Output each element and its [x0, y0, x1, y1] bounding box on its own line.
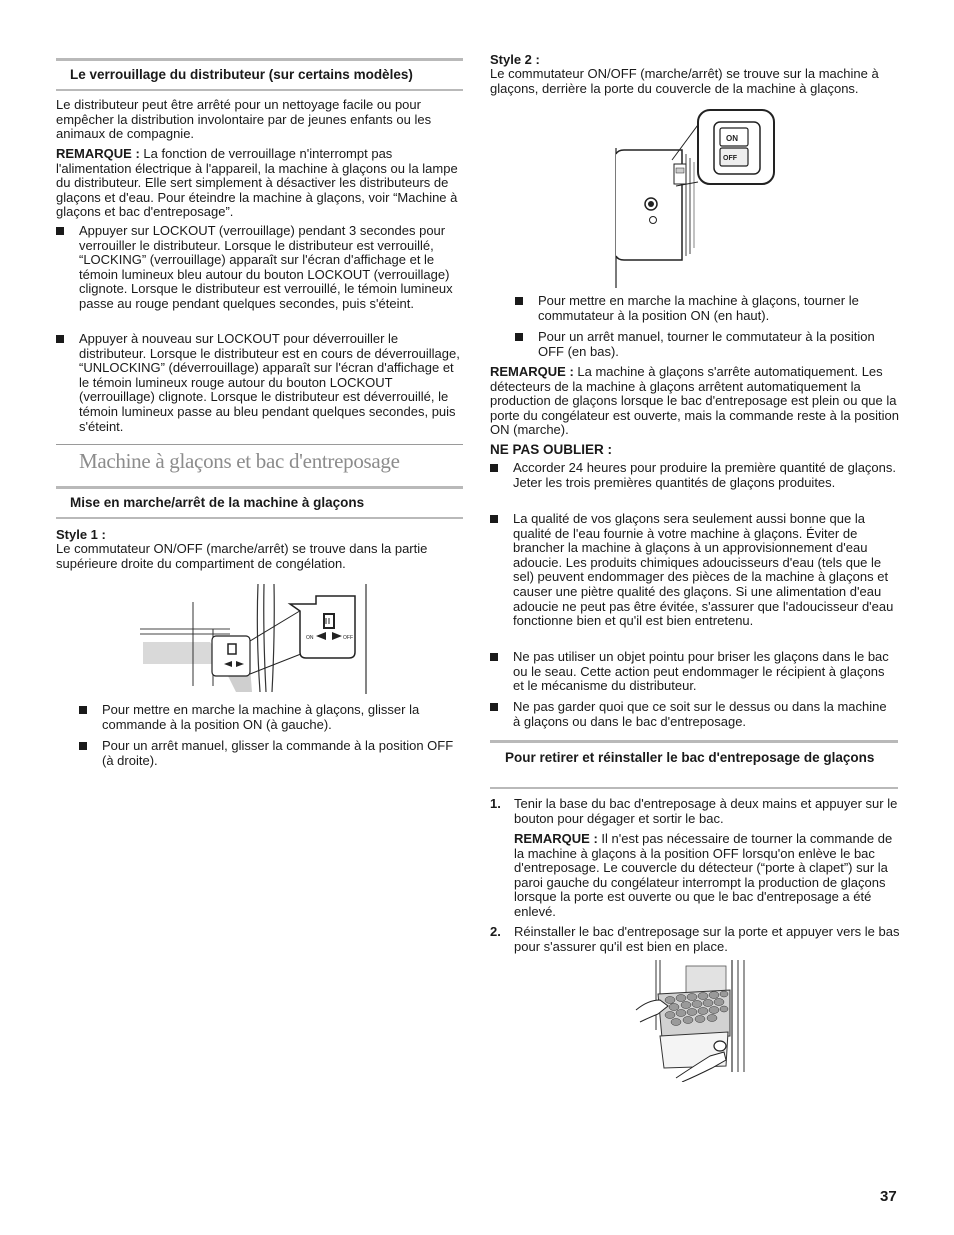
remember-bullet-2-text: La qualité de vos glaçons sera seulement aussi bonne que la qualité de l'eau fournie à votre machine à glaçons. Éviter de brancher la machine à glaçons à un approvisionnement d'eau adoucie. Les produits chimiques adoucisseurs d'eau (tels que le sel) peuvent endommager des pièces de la machine à glaçons et causer une piètre qualité des glaçons. Si une alimentation d'eau adoucie ne peut pas être évitée, s'assurer que l'adoucisseur d'eau fonctionne bien et qu'il est bien entretenu. [513, 511, 894, 629]
style1-bullet-1-text: Pour mettre en marche la machine à glaçons, glisser la commande à la position ON (à gauche). [102, 702, 420, 732]
step-1-note-label: REMARQUE : [514, 831, 598, 846]
bullet-square-icon [56, 227, 64, 235]
bullet-square-icon [515, 297, 523, 305]
lock-note-label: REMARQUE : [56, 146, 140, 161]
style2-label: Style 2 : [490, 52, 540, 67]
bullet-square-icon [56, 335, 64, 343]
step-1-text: Tenir la base du bac d'entreposage à deux mains et appuyer sur le bouton pour dégager et sortir le bac. [514, 796, 898, 826]
bullet-square-icon [515, 333, 523, 341]
subheading-top-rule [56, 486, 463, 489]
remember-bullet-1-text: Accorder 24 heures pour produire la première quantité de glaçons. Jeter les trois premières quantités de glaçons produites. [513, 460, 897, 490]
section-title: Machine à glaçons et bac d'entreposage [79, 449, 400, 473]
bin-heading-bottom-rule [490, 787, 898, 789]
bullet-square-icon [490, 703, 498, 711]
bullet-square-icon [490, 653, 498, 661]
style2-bullet-1-text: Pour mettre en marche la machine à glaçons, tourner le commutateur à la position ON (en haut). [538, 293, 859, 323]
fig1-off-label: OFF [343, 635, 353, 641]
style2-text: Le commutateur ON/OFF (marche/arrêt) se trouve sur la machine à glaçons, derrière la porte du couvercle de la machine à glaçons. [490, 66, 879, 96]
style1-switch-illustration [140, 584, 372, 696]
lock-note [56, 147, 463, 220]
lock-heading: Le verrouillage du distributeur (sur certains modèles) [70, 67, 413, 82]
step-2-number: 2. [490, 924, 501, 939]
step-1-number: 1. [490, 796, 501, 811]
remember-heading: NE PAS OUBLIER : [490, 442, 613, 457]
step-2-text: Réinstaller le bac d'entreposage sur la porte et appuyer vers le bas pour s'assurer qu'il est bien en place. [514, 924, 900, 954]
heading-top-rule [56, 58, 463, 61]
bin-heading: Pour retirer et réinstaller le bac d'entreposage de glaçons [505, 750, 875, 765]
bullet-square-icon [490, 515, 498, 523]
bin-heading-top-rule [490, 740, 898, 743]
lock-bullet-2-text: Appuyer à nouveau sur LOCKOUT pour déverrouiller le distributeur. Lorsque le distributeur est en cours de déverrouillage, “UNLOCKING” (déverrouillage) apparaît sur l'écran d'affichage et le témoin lumineux rouge autour du bouton LOCKOUT (verrouillage) clignote. Lorsque le distributeur est déverrouillé, le témoin lumineux passe au bleu pendant quelques secondes, puis s'éteint. [79, 331, 460, 434]
fig2-on-label: ON [726, 134, 738, 143]
lock-bullet-1-text: Appuyer sur LOCKOUT (verrouillage) pendant 3 secondes pour verrouiller le distributeur. Lorsque le distributeur est verrouillé, “LOCKING” (verrouillage) apparaît sur l'écran d'affichage et le témoin lumineux bleu autour du bouton LOCKOUT (verrouillage) clignote. Lorsque le distributeur est verrouillé, le témoin lumineux passe au rouge pendant quelques secondes, puis s'éteint. [79, 223, 453, 311]
lock-note-text: La fonction de verrouillage n'interrompt pas l'alimentation électrique à l'appareil, la machine à glaçons ou la lampe du distributeur. Elle sert simplement à désactiver les distributeurs de glaçons et d'eau. Pour éteindre la machine à glaçons, voir “Machine à glaçons et bac d'entreposage”. [56, 146, 458, 220]
auto-note-text: La machine à glaçons s'arrête automatiquement. Les détecteurs de la machine à glaçons arrêtent automatiquement la production de glaçons lorsque le bac d'entreposage est plein ou que la porte du congélateur est ouverte, mais la commande reste à la position ON (marche). [490, 364, 900, 438]
step-1-note-text: Il n'est pas nécessaire de tourner la commande de la machine à glaçons à la position OFF lorsqu'on enlève le bac d'entreposage. Le couvercle du détecteur (“porte à clapet”) sur la paroi gauche du congélateur interrompt la production de glaçons lorsque la porte est ouverte ou que le bac d'entreposage a été enlevé. [514, 831, 893, 919]
auto-note [490, 365, 900, 438]
bullet-square-icon [79, 742, 87, 750]
lock-intro: Le distributeur peut être arrêté pour un nettoyage facile ou pour empêcher la distribution involontaire par de jeunes enfants ou les animaux de compagnie. [56, 97, 432, 142]
remember-bullet-4-text: Ne pas garder quoi que ce soit sur le dessus ou dans la machine à glaçons ou dans le bac d'entreposage. [513, 699, 887, 729]
remember-bullet-3-text: Ne pas utiliser un objet pointu pour briser les glaçons dans le bac ou le seau. Cette action peut endommager le récipient à glaçons et le mécanisme du distributeur. [513, 649, 889, 694]
page-number: 37 [880, 1188, 897, 1205]
style2-switch-illustration [610, 108, 780, 290]
bullet-square-icon [79, 706, 87, 714]
subheading-bottom-rule [56, 517, 463, 519]
auto-note-label: REMARQUE : [490, 364, 574, 379]
fig2-off-label: OFF [723, 155, 737, 162]
fig1-on-label: ON [306, 635, 314, 641]
step-1-note [514, 832, 900, 920]
style2-bullet-2-text: Pour un arrêt manuel, tourner le commutateur à la position OFF (en bas). [538, 329, 875, 359]
onoff-heading: Mise en marche/arrêt de la machine à glaçons [70, 495, 365, 510]
style1-bullet-2-text: Pour un arrêt manuel, glisser la commande à la position OFF (à droite). [102, 738, 454, 768]
section-top-rule [56, 444, 463, 445]
ice-bin-illustration [634, 960, 750, 1082]
style1-label: Style 1 : [56, 527, 106, 542]
style1-text: Le commutateur ON/OFF (marche/arrêt) se trouve dans la partie supérieure droite du compartiment de congélation. [56, 541, 428, 571]
bullet-square-icon [490, 464, 498, 472]
heading-bottom-rule [56, 89, 463, 91]
